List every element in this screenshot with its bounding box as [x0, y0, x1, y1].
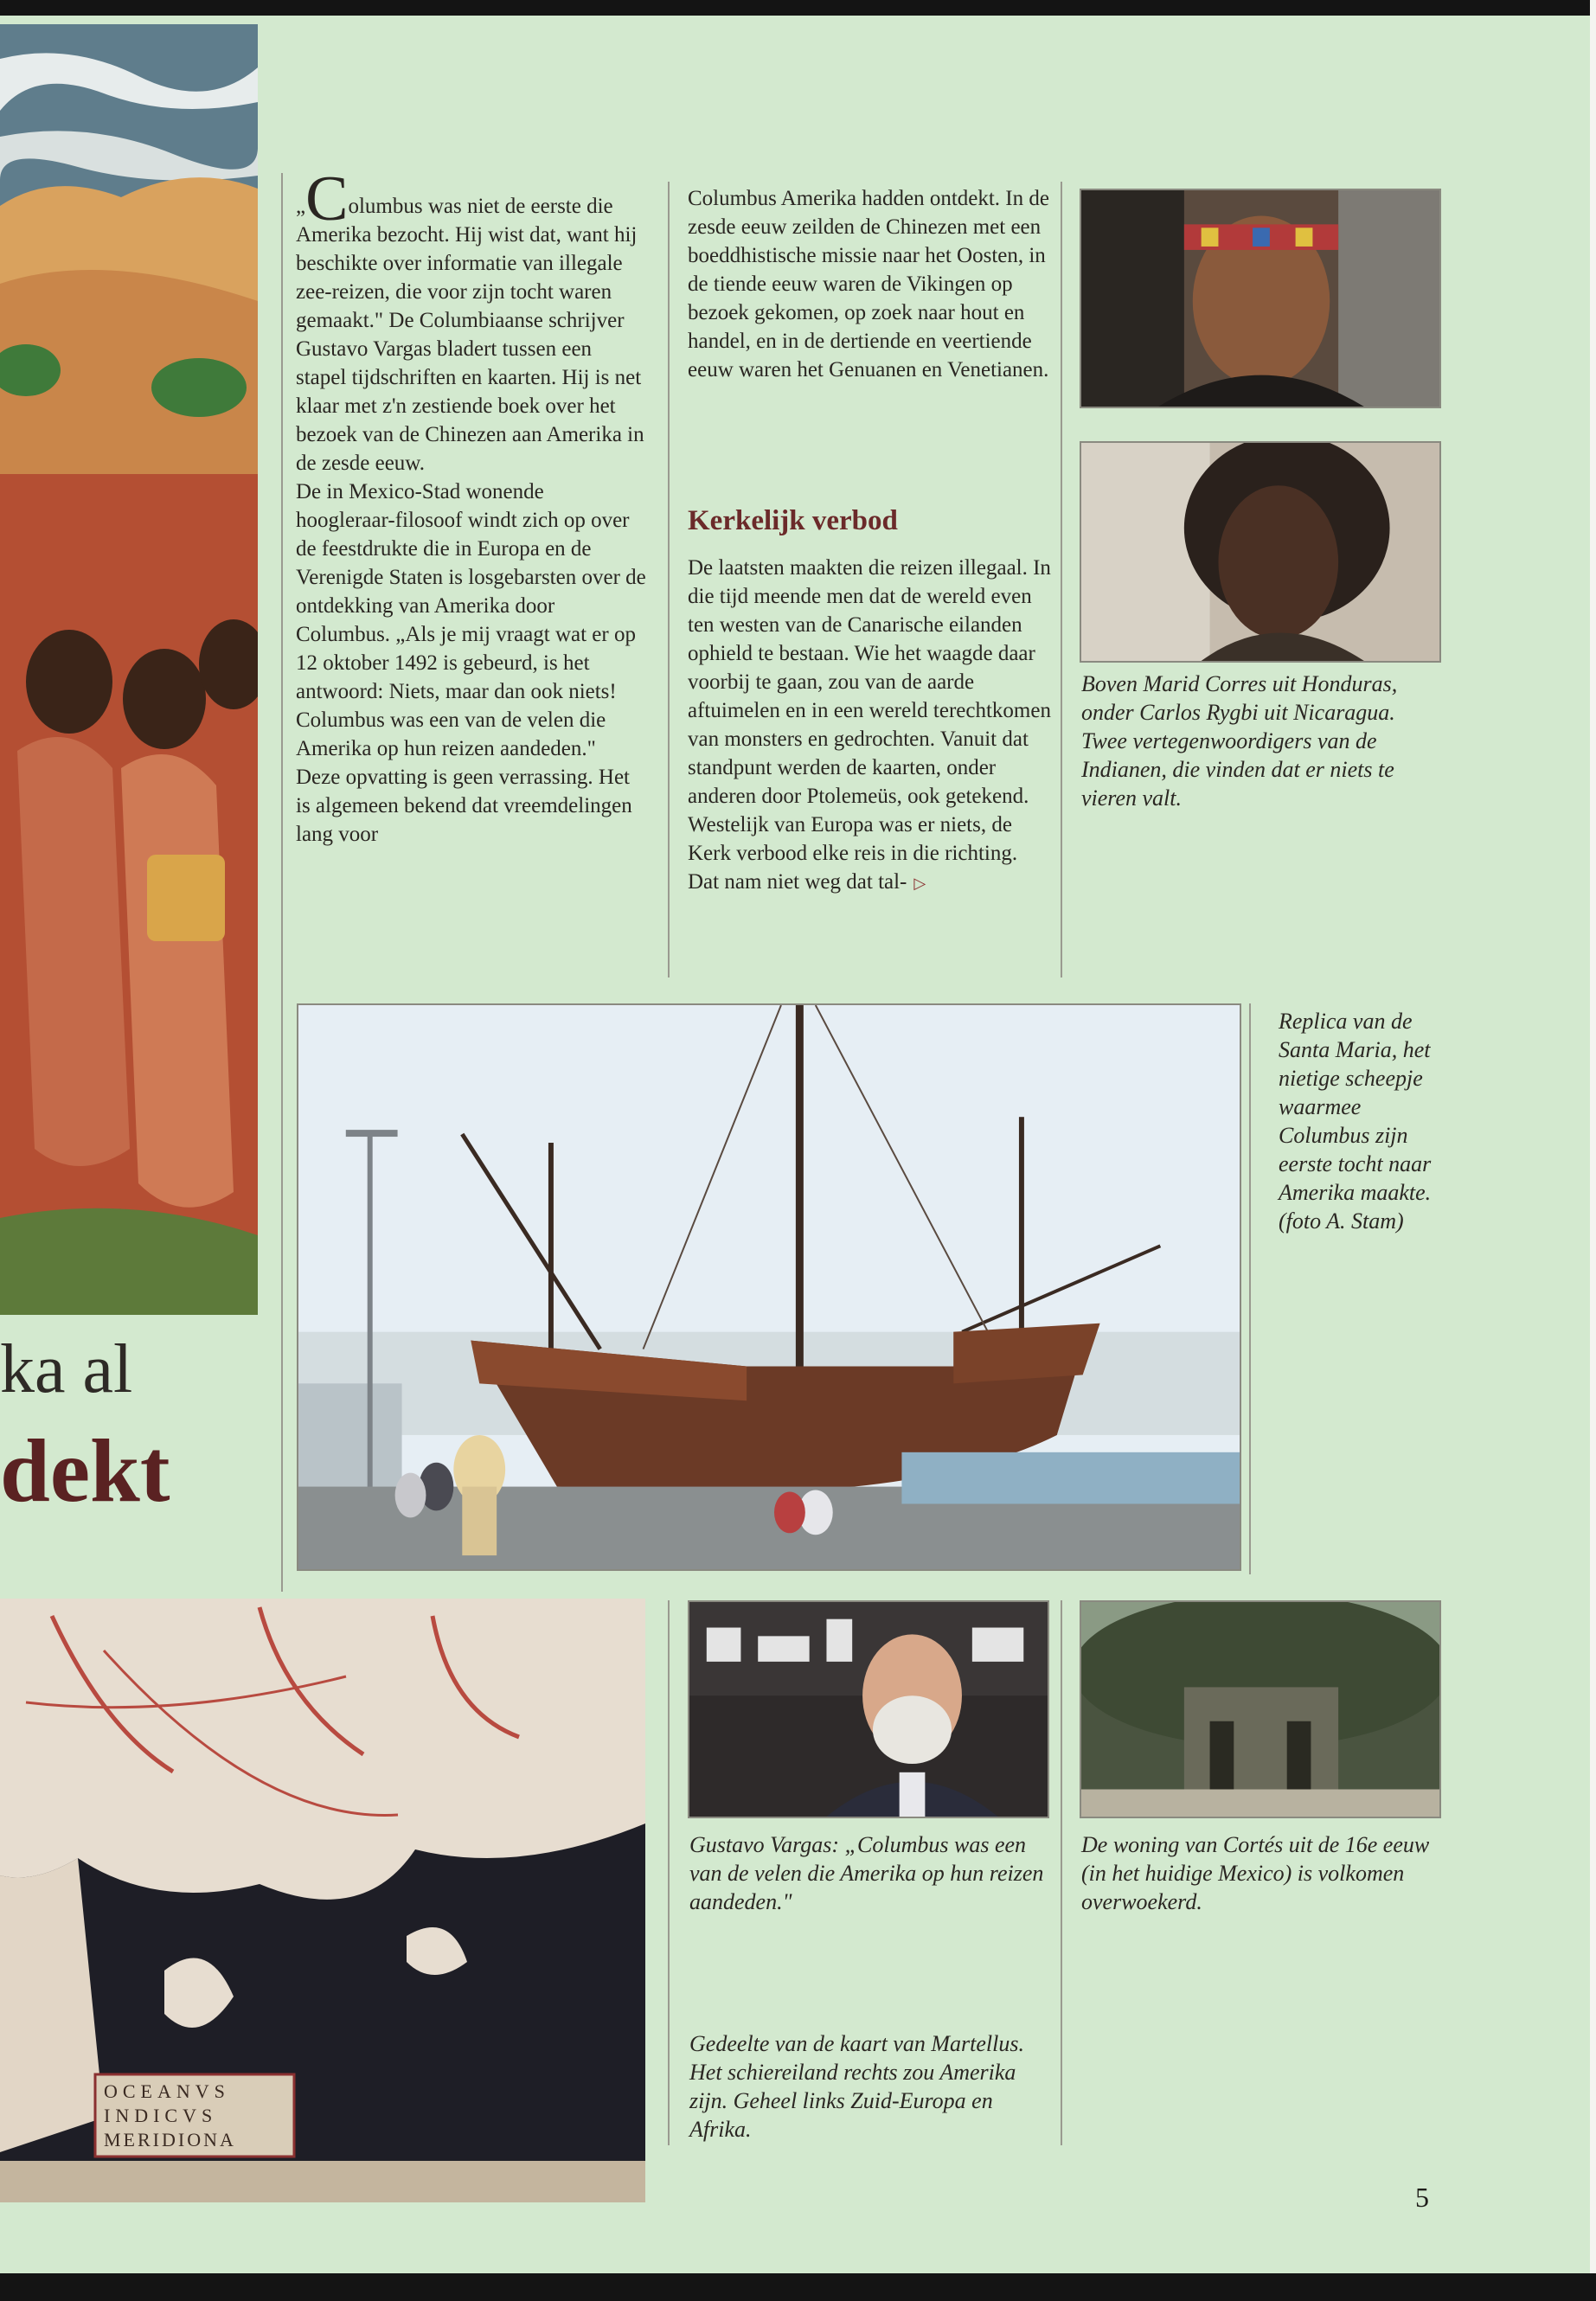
photo-cortes-house [1080, 1600, 1441, 1818]
opening-quote: „ [296, 195, 306, 218]
caption-ship: Replica van de Santa Maria, het nietige scheepje waarmee Columbus zijn eerste tocht naar Amerika maakte. (foto A. Stam) [1279, 1009, 1432, 1234]
map-label-line: INDICVS [104, 2105, 218, 2126]
page-number: 5 [1415, 2182, 1429, 2213]
photo-indian-man-top [1080, 189, 1441, 408]
column-rule [668, 182, 670, 977]
article-text: De laatsten maakten die reizen illegaal. In die tijd meende men dat de wereld even ten westen van de Canarische eilanden ophield te bestaan. Wie het waagde daar voorbij te gaan, zou van de aarde aftuimelen en in een wereld terechtkomen van monsters en gedrochten. Vanuit dat standpunt werden de kaarten, onder anderen door Ptolemeüs, ook getekend. Westelijk van Europa was er niets, de Kerk verbood elke reis in die richting. Dat nam niet weg dat tal- [688, 556, 1051, 894]
column-rule [1061, 182, 1062, 977]
scan-border-right [1590, 0, 1596, 2301]
article-column-middle-lower [688, 554, 1051, 898]
column-rule [668, 1600, 670, 2145]
column-rule [1249, 1003, 1251, 1574]
scan-border-bottom [0, 2273, 1596, 2301]
caption-map: Gedeelte van de kaart van Martellus. Het schiereiland rechts zou Amerika zijn. Geheel links Zuid-Europa en Afrika. [689, 2031, 1024, 2142]
photo-gustavo-vargas [688, 1600, 1049, 1818]
article-paragraph: De in Mexico-Stad wonende hoogleraar-filosoof windt zich op over de feestdrukte die in Europa en de Verenigde Staten is losgebarsten over de ontdekking van Amerika door Columbus. „Als je mij vraagt wat er op 12 oktober 1492 is gebeurd, is het antwoord: Niets, maar dan ook niets! Columbus was een van de velen die Amerika op hun reizen aandeden." [296, 480, 646, 760]
caption-vargas: Gustavo Vargas: „Columbus was een van de velen die Amerika op hun reizen aandeden." [689, 1832, 1044, 1914]
article-paragraph: Columbus Amerika hadden ontdekt. In de zesde eeuw zeilden de Chinezen met een boeddhistische missie naar het Oosten, in de tiende eeuw waren de Vikingen op bezoek gekomen, op zoek naar hout en handel, en in de dertiende en veertiende eeuw waren het Genuanen en Venetianen. [688, 187, 1049, 381]
article-paragraph [688, 554, 1051, 898]
map-label-line: OCEANVS [104, 2080, 230, 2102]
photo-indian-man-bottom [1080, 441, 1441, 663]
continue-arrow-icon: ▷ [913, 875, 926, 892]
caption-indians: Boven Marid Corres uit Honduras, onder Carlos Rygbi uit Nicaragua. Twee vertegenwoordigers van de Indianen, die vinden dat er niets te vieren valt. [1081, 671, 1398, 811]
subheading: Kerkelijk verbod [688, 505, 898, 536]
article-column-left [296, 163, 646, 849]
article-column-middle [688, 184, 1051, 384]
headline-line-2: dekt [0, 1421, 170, 1521]
article-paragraph [296, 163, 646, 478]
caption-cortes: De woning van Cortés uit de 16e eeuw (in het huidige Mexico) is volkomen overwoekerd. [1081, 1832, 1430, 1914]
scan-border-top [0, 0, 1596, 16]
photo-santa-maria-replica [297, 1003, 1241, 1571]
map-martellus [0, 1599, 645, 2202]
article-paragraph: Deze opvatting is geen verrassing. Het is algemeen bekend dat vreemdelingen lang voor [296, 766, 632, 846]
drop-cap: C [305, 163, 349, 234]
map-label-line: MERIDIONA [104, 2129, 236, 2150]
column-rule [281, 173, 283, 1592]
painting-illustration [0, 24, 258, 1315]
column-rule [1061, 1600, 1062, 2145]
article-text: olumbus was niet de eerste die Amerika bezocht. Hij wist dat, want hij beschikte over informatie van illegale zee-reizen, die voor zijn tocht waren gemaakt." De Columbiaanse schrijver Gustavo Vargas bladert tussen een stapel tijdschriften en kaarten. Hij is net klaar met z'n zestiende boek over het bezoek van de Chinezen aan Amerika in de zesde eeuw. [296, 195, 644, 475]
headline-line-1: ka al [0, 1331, 133, 1407]
